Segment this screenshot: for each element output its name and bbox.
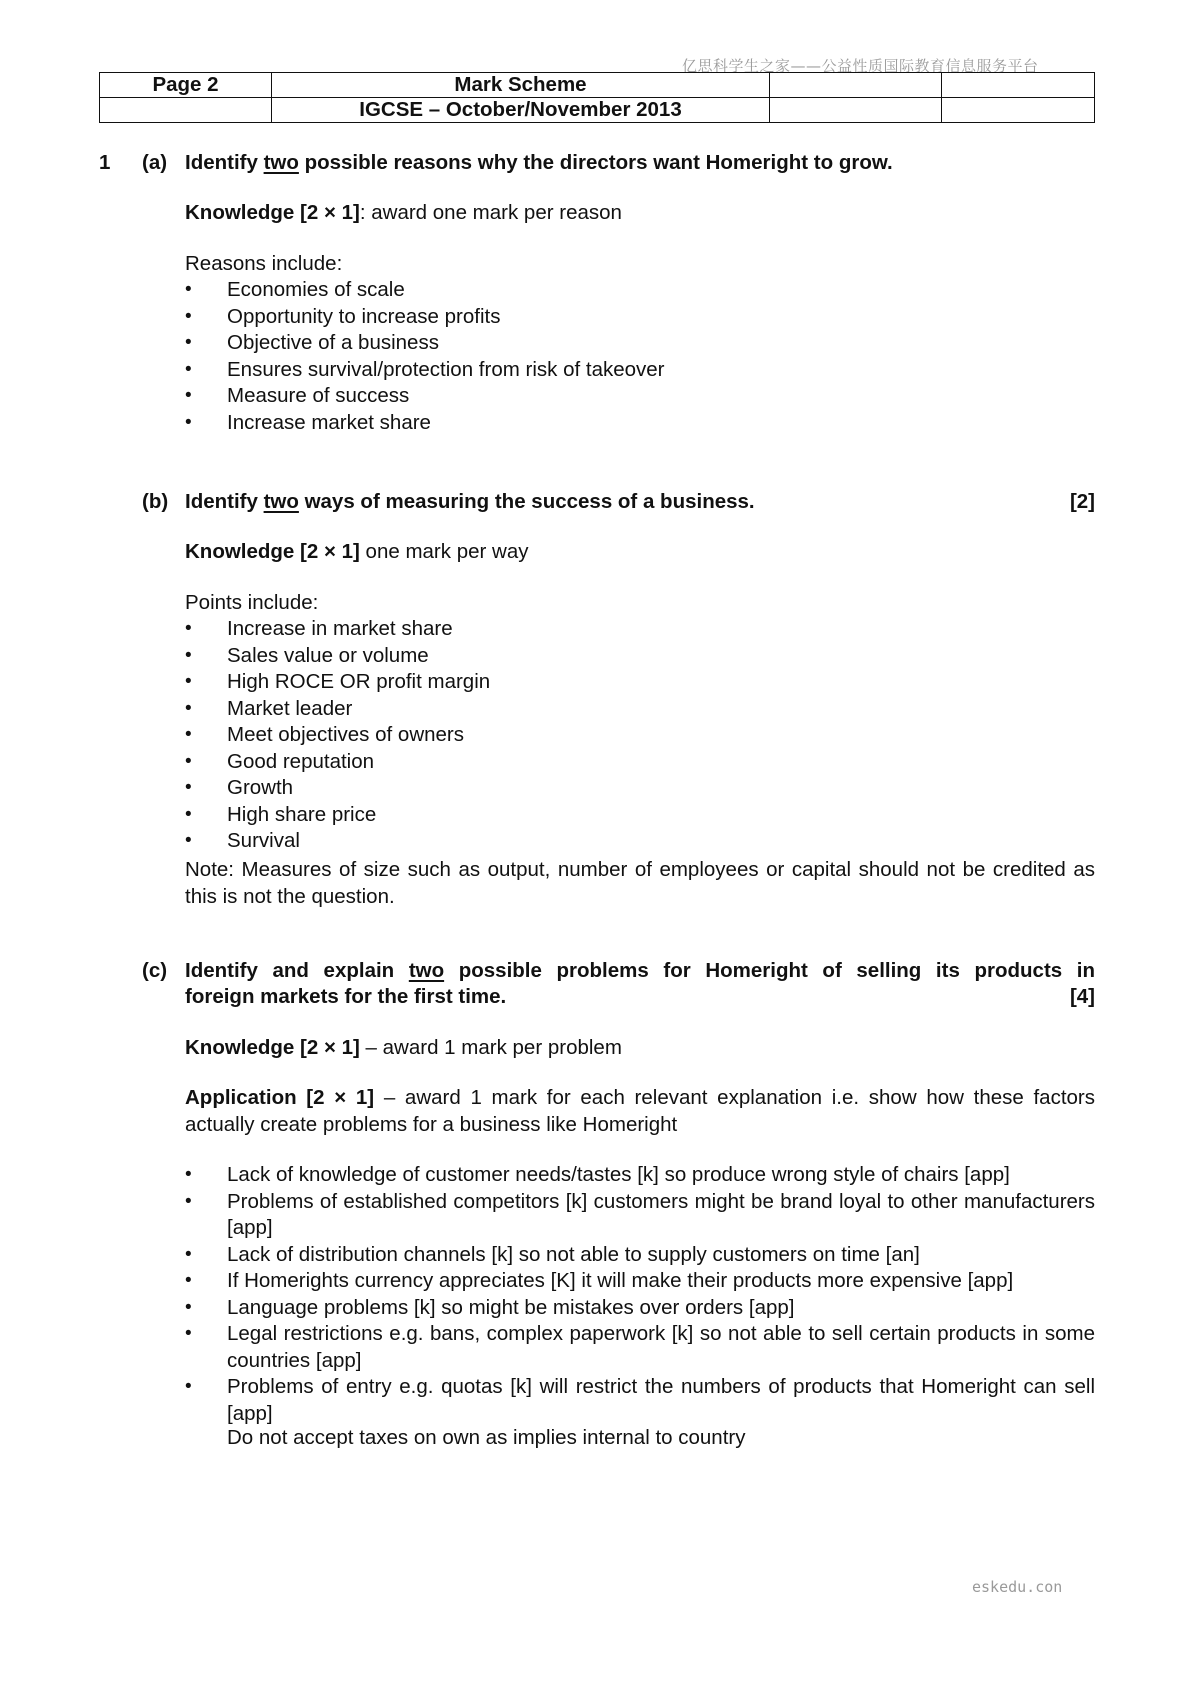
part-b-note: Note: Measures of size such as output, number of employees or capital should not be credited as this is not the question. [185,858,1095,908]
list-item: • Economies of scale [185,277,1095,304]
list-item: • Measure of success [185,383,1095,410]
question-text: Identify [185,151,264,174]
list-item: • Lack of knowledge of customer needs/tastes [k] so produce wrong style of chairs [app] [185,1162,1095,1189]
header-empty-cell [770,98,942,123]
part-a-label: (a) [142,151,168,174]
list-item: • Opportunity to increase profits [185,304,1095,331]
application-label: Application [2 × 1] [185,1086,375,1109]
knowledge-text: : award one mark per reason [359,201,622,224]
part-a-question [185,150,893,177]
watermark-bottom: eskedu.con [972,1578,1063,1596]
part-b-intro: Points include: [185,591,319,614]
part-c-marks: [4] [1069,985,1095,1008]
underlined-word: two [263,151,299,174]
question-text: Identify [185,490,264,513]
knowledge-text: one mark per way [359,540,529,563]
list-item: • Increase market share [185,410,1095,437]
list-item: • Sales value or volume [185,643,1095,670]
part-c-label: (c) [142,959,168,982]
knowledge-label: Knowledge [2 × 1] [185,201,360,224]
header-empty-cell [770,73,942,98]
list-item: • If Homerights currency appreciates [K] it will make their products more expensive [app] [185,1268,1095,1295]
header-subtitle: IGCSE – October/November 2013 [272,98,770,123]
application-text: – award 1 mark for each relevant explanation i.e. show how these factors actually create problems for a business like Homeright [185,1086,1095,1136]
list-item: • Legal restrictions e.g. bans, complex paperwork [k] so not able to sell certain products in some countries [app] [185,1321,1095,1374]
question-text: possible problems for Homeright of selling its products in [444,959,1095,982]
part-a-reasons-list [185,277,1095,436]
knowledge-text: – award 1 mark per problem [359,1036,622,1059]
part-b-knowledge [185,539,528,566]
part-b-points-list [185,616,1095,855]
list-item: • Problems of entry e.g. quotas [k] will restrict the numbers of products that Homeright can sell [app] [185,1374,1095,1427]
list-item: • Growth [185,775,1095,802]
list-item: • Problems of established competitors [k] customers might be brand loyal to other manufacturers [app] [185,1189,1095,1242]
list-item: • Objective of a business [185,330,1095,357]
list-item: • High ROCE OR profit margin [185,669,1095,696]
list-item: • Survival [185,828,1095,855]
part-a-intro: Reasons include: [185,252,343,275]
part-b-label: (b) [142,490,169,513]
part-c-question-line1 [185,958,1095,985]
underlined-word: two [408,959,445,982]
header-empty-cell [942,73,1095,98]
question-text: ways of measuring the success of a business. [298,490,755,513]
part-b-marks: [2] [1069,490,1095,513]
header-table [99,72,1095,123]
header-page: Page 2 [100,73,272,98]
part-c-application [185,1085,1095,1138]
list-item: • High share price [185,802,1095,829]
list-item: • Good reputation [185,749,1095,776]
list-item: • Language problems [k] so might be mistakes over orders [app] [185,1295,1095,1322]
header-title: Mark Scheme [272,73,770,98]
list-item: • Market leader [185,696,1095,723]
header-empty-cell [942,98,1095,123]
part-c-question-line2: foreign markets for the first time. [185,985,507,1008]
part-c-final-note: Do not accept taxes on own as implies internal to country [227,1426,746,1449]
underlined-word: two [263,490,299,513]
question-number: 1 [99,151,111,174]
part-c-knowledge [185,1035,622,1062]
question-text: possible reasons why the directors want Homeright to grow. [298,151,893,174]
list-item: • Ensures survival/protection from risk of takeover [185,357,1095,384]
watermark-top: 亿思科学生之家——公益性质国际教育信息服务平台 [682,57,1039,75]
part-b-question [185,489,755,516]
part-a-knowledge [185,200,622,227]
part-c-problems-list [185,1162,1095,1427]
list-item: • Increase in market share [185,616,1095,643]
knowledge-label: Knowledge [2 × 1] [185,1036,360,1059]
list-item: • Meet objectives of owners [185,722,1095,749]
list-item: • Lack of distribution channels [k] so not able to supply customers on time [an] [185,1242,1095,1269]
knowledge-label: Knowledge [2 × 1] [185,540,360,563]
question-text: Identify and explain [185,959,409,982]
header-empty-cell [100,98,272,123]
